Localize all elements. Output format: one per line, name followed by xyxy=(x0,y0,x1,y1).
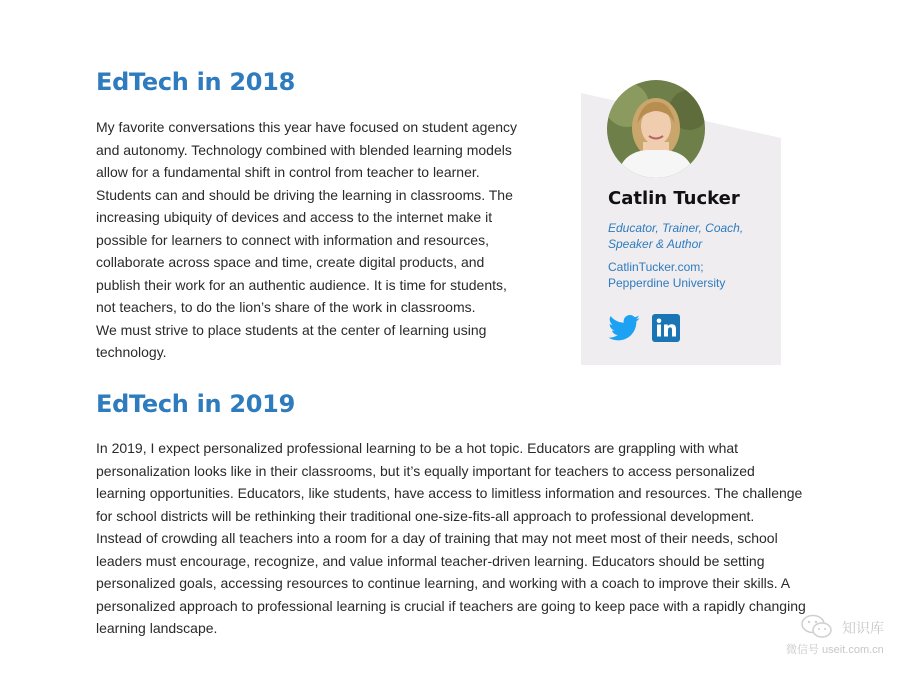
author-affiliation-line: Pepperdine University xyxy=(608,276,726,290)
text-line: allow for a fundamental shift in control from teacher to learner. xyxy=(96,164,480,180)
section-heading-2018: EdTech in 2018 xyxy=(96,68,295,96)
text-line: collaborate across space and time, create digital products, and xyxy=(96,254,485,270)
section-body-2019 xyxy=(96,437,831,640)
text-line: personalized approach to professional learning is crucial if teachers are going to keep pace with a rapidly changing xyxy=(96,597,806,614)
linkedin-icon[interactable] xyxy=(652,314,680,342)
author-role-line: Educator, Trainer, Coach, xyxy=(608,221,744,235)
author-affiliation[interactable] xyxy=(608,259,773,291)
text-line: learning landscape. xyxy=(96,620,218,636)
text-line: We must strive to place students at the center of learning using xyxy=(96,321,487,338)
text-line: personalization looks like in their classrooms, but it’s equally important for teachers to access personalized xyxy=(96,462,755,479)
author-affiliation-line[interactable]: CatlinTucker.com; xyxy=(608,260,704,274)
author-name: Catlin Tucker xyxy=(608,188,740,209)
text-line: learning opportunities. Educators, like students, have access to limitless information and resources. The challenge xyxy=(96,485,803,501)
section-heading-2019: EdTech in 2019 xyxy=(96,390,295,418)
text-line: Students can and should be driving the learning in classrooms. The xyxy=(96,186,513,203)
watermark-title: 知识库 xyxy=(842,621,884,637)
author-photo xyxy=(607,80,705,178)
text-line: and autonomy. Technology combined with blended learning models xyxy=(96,141,512,158)
text-line: leaders must encourage, recognize, and value informal teacher-driven learning. Educators should be setting xyxy=(96,552,765,569)
text-line: Instead of crowding all teachers into a room for a day of training that may not meet most of their needs, school xyxy=(96,530,778,546)
author-role xyxy=(608,220,773,252)
author-role-line: Speaker & Author xyxy=(608,237,703,251)
text-line: In 2019, I expect personalized professional learning to be a hot topic. Educators are grappling with what xyxy=(96,440,739,456)
text-line: increasing ubiquity of devices and access to the internet make it xyxy=(96,209,493,225)
text-line: possible for learners to connect with information and resources, xyxy=(96,231,489,248)
text-line: publish their work for an authentic audience. It is time for students, xyxy=(96,276,507,293)
text-line: not teachers, to do the lion’s share of the work in classrooms. xyxy=(96,299,476,315)
text-line: personalized goals, accessing resources to continue learning, and working with a coach to improve their skills. A xyxy=(96,575,791,591)
twitter-icon[interactable] xyxy=(608,315,640,341)
watermark-subtitle: 微信号 useit.com.cn xyxy=(786,644,884,656)
text-line: My favorite conversations this year have focused on student agency xyxy=(96,119,518,135)
text-line: technology. xyxy=(96,344,167,360)
section-body-2018 xyxy=(96,116,536,364)
author-avatar xyxy=(607,80,705,178)
text-line: for school districts will be rethinking their traditional one-size-fits-all approach to professional development. xyxy=(96,507,755,524)
wechat-logo-icon xyxy=(800,614,834,640)
linkedin-glyph xyxy=(652,314,680,342)
